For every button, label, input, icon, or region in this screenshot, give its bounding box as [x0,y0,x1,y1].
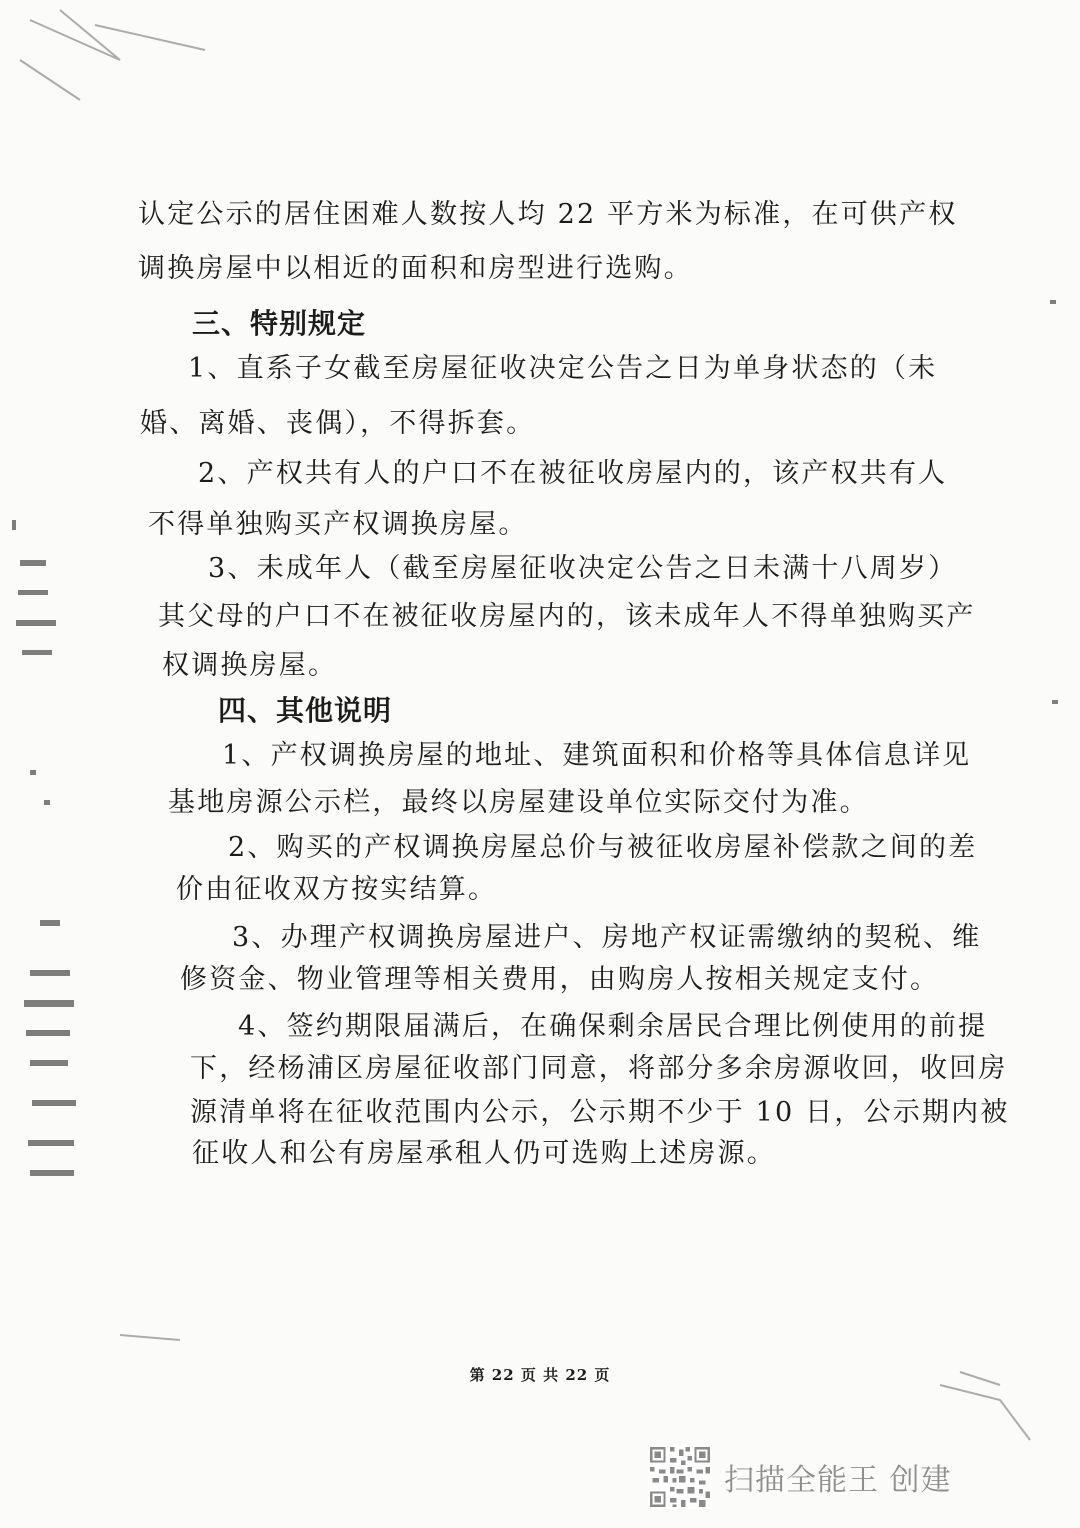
section-4-item-2-line-2: 价由征收双方按实结算。 [176,874,498,905]
section-4-item-4-line-1: 4、签约期限届满后，在确保剩余居民合理比例使用的前提 [238,1011,988,1042]
scanner-watermark [648,1442,952,1512]
section-4-item-3-line-1: 3、办理产权调换房屋进户、房地产权证需缴纳的契税、维 [232,922,982,953]
section-3-item-3-line-1: 3、未成年人（截至房屋征收决定公告之日未满十八周岁） [208,553,958,584]
section-4-item-4-line-4: 征收人和公有房屋承租人仍可选购上述房源。 [192,1138,776,1169]
section-4-item-4-line-3: 源清单将在征收范围内公示，公示期不少于 10 日，公示期内被 [190,1097,1010,1128]
section-4-item-4-line-2: 下，经杨浦区房屋征收部门同意，将部分多余房源收回，收回房 [190,1053,1008,1084]
section-4-item-1-line-1: 1、产权调换房屋的地址、建筑面积和价格等具体信息详见 [222,740,972,771]
section-3-heading: 三、特别规定 [192,307,367,340]
section-4-item-3-line-2: 修资金、物业管理等相关费用，由购房人按相关规定支付。 [180,964,940,995]
qr-code-icon [648,1445,712,1509]
section-3-item-3-line-2: 其父母的户口不在被征收房屋内的，该未成年人不得单独购买产 [158,601,976,632]
section-3-item-3-line-3: 权调换房屋。 [162,650,338,681]
section-3-item-1-line-1: 1、直系子女截至房屋征收决定公告之日为单身状态的（未 [188,353,938,384]
section-4-item-1-line-2: 基地房源公示栏，最终以房屋建设单位实际交付为准。 [168,787,869,818]
watermark-text: 扫描全能王 创建 [724,1463,952,1498]
section-4-item-2-line-1: 2、购买的产权调换房屋总价与被征收房屋补偿款之间的差 [228,832,978,863]
section-4-heading: 四、其他说明 [218,694,393,727]
section-3-item-2-line-1: 2、产权共有人的户口不在被征收房屋内的，该产权共有人 [198,458,948,489]
section-3-item-2-line-2: 不得单独购买产权调换房屋。 [148,509,528,540]
section-3-item-1-line-2: 婚、离婚、丧偶），不得拆套。 [140,408,536,439]
intro-line-2: 调换房屋中以相近的面积和房型进行选购。 [138,253,693,284]
page-number: 第 22 页 共 22 页 [469,1366,611,1384]
intro-line-1: 认定公示的居住困难人数按人均 22 平方米为标准，在可供产权 [138,199,958,230]
